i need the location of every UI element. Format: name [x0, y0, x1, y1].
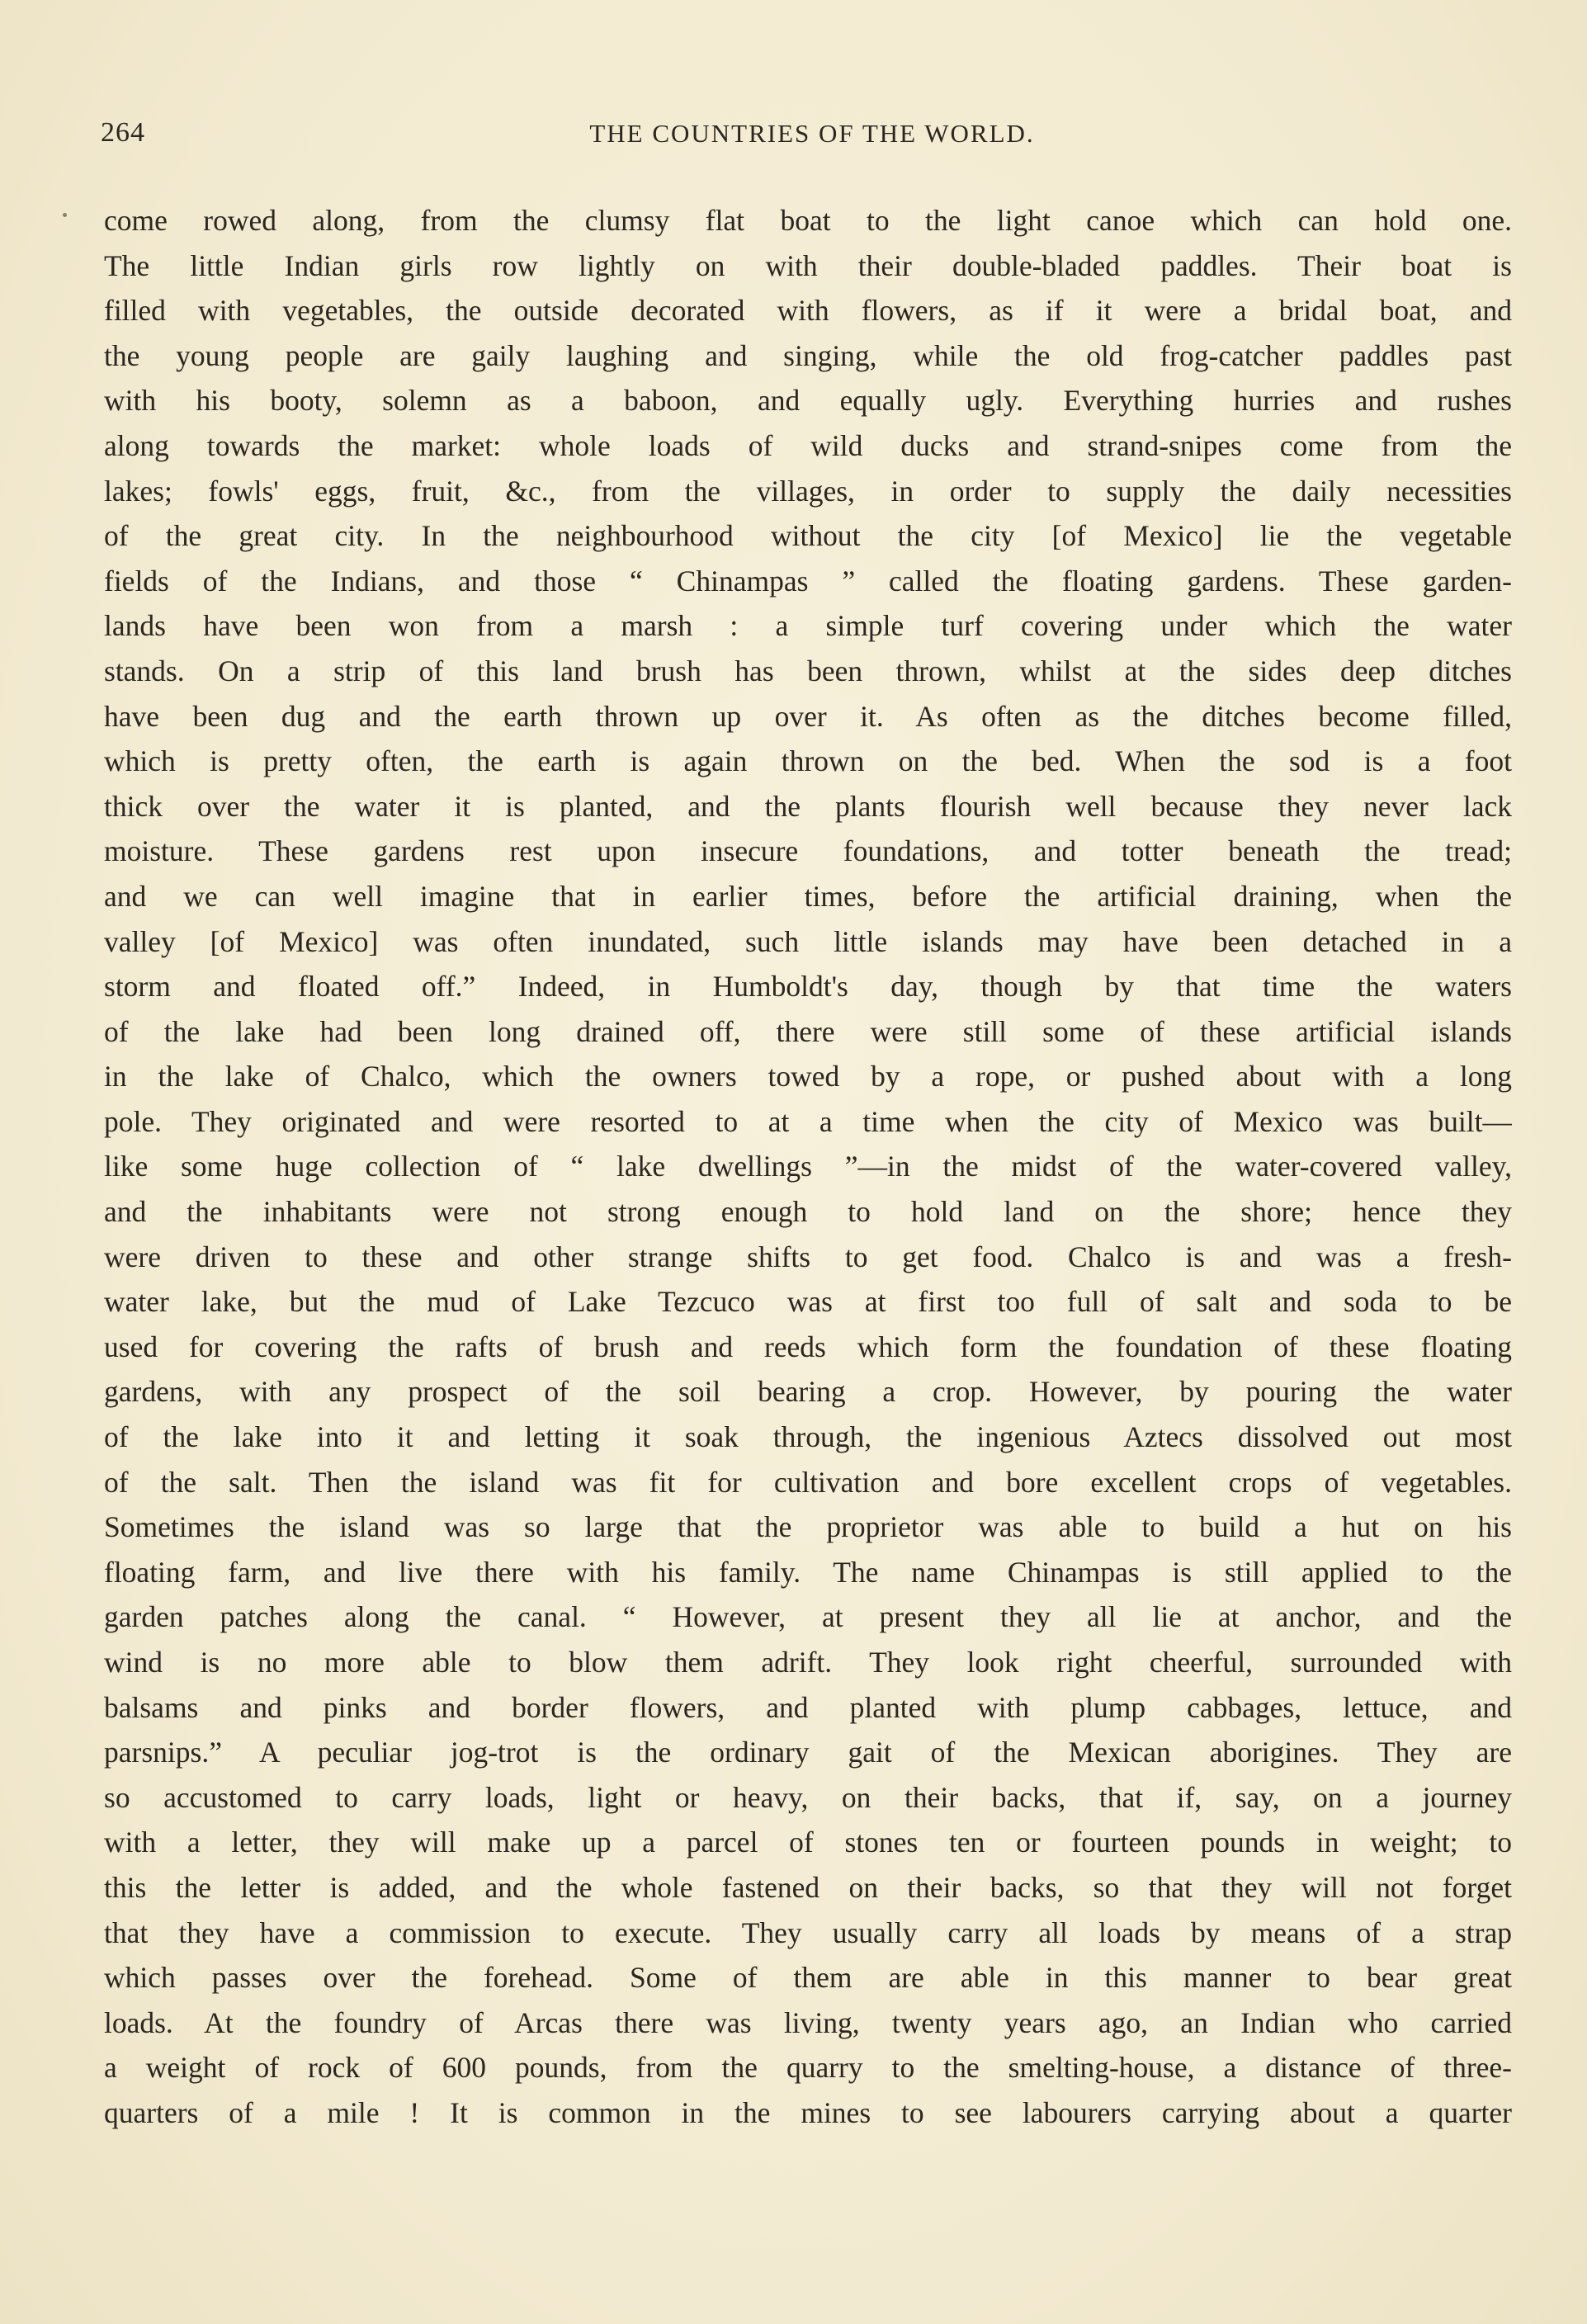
text-line: moisture. These gardens rest upon insecure foundations, and totter beneath the tread; [104, 834, 1512, 868]
text-line: filled with vegetables, the outside decorated with flowers, as if it were a bridal boat, and [104, 294, 1512, 328]
text-line: a weight of rock of 600 pounds, from the quarry to the smelting-house, a distance of three- [104, 2051, 1512, 2085]
text-line: have been dug and the earth thrown up over it. As often as the ditches become filled, [104, 699, 1512, 733]
running-head: THE COUNTRIES OF THE WORLD. [589, 119, 1035, 148]
text-line: quarters of a mile ! It is common in the mines to see labourers carrying about a quarter [104, 2095, 1512, 2129]
text-line: this the letter is added, and the whole fastened on their backs, so that they will not forget [104, 1870, 1512, 1904]
text-line: of the lake into it and letting it soak through, the ingenious Aztecs dissolved out most [104, 1420, 1512, 1454]
text-line: wind is no more able to blow them adrift. They look right cheerful, surrounded with [104, 1646, 1512, 1679]
text-line: valley [of Mexico] was often inundated, such little islands may have been detached in a [104, 924, 1512, 958]
text-line: come rowed along, from the clumsy flat boat to the light canoe which can hold one. [104, 204, 1512, 237]
text-line: loads. At the foundry of Arcas there was living, twenty years ago, an Indian who carried [104, 2005, 1512, 2039]
text-line: The little Indian girls row lightly on with their double-bladed paddles. Their boat is [104, 248, 1512, 282]
text-line: the young people are gaily laughing and singing, while the old frog-catcher paddles past [104, 338, 1512, 372]
text-line: which is pretty often, the earth is again thrown on the bed. When the sod is a foot [104, 744, 1512, 778]
text-line: used for covering the rafts of brush and reeds which form the foundation of these floating [104, 1330, 1512, 1363]
text-line: and we can well imagine that in earlier times, before the artificial draining, when the [104, 879, 1512, 913]
text-line: that they have a commission to execute. They usually carry all loads by means of a strap [104, 1915, 1512, 1949]
text-line: thick over the water it is planted, and the plants flourish well because they never lack [104, 789, 1512, 823]
text-line: Sometimes the island was so large that the proprietor was able to build a hut on his [104, 1510, 1512, 1544]
text-line: in the lake of Chalco, which the owners towed by a rope, or pushed about with a long [104, 1060, 1512, 1094]
text-line: storm and floated off.” Indeed, in Humboldt's day, though by that time the waters [104, 970, 1512, 1004]
text-line: lands have been won from a marsh : a simple turf covering under which the water [104, 609, 1512, 643]
text-line: which passes over the forehead. Some of them are able in this manner to bear great [104, 1961, 1512, 1995]
text-line: with a letter, they will make up a parcel of stones ten or fourteen pounds in weight; to [104, 1826, 1512, 1859]
text-line: stands. On a strip of this land brush has been thrown, whilst at the sides deep ditches [104, 654, 1512, 687]
text-line: water lake, but the mud of Lake Tezcuco was at first too full of salt and soda to be [104, 1285, 1512, 1319]
text-line: pole. They originated and were resorted to at a time when the city of Mexico was built— [104, 1104, 1512, 1138]
text-line: along towards the market: whole loads of wild ducks and strand-snipes come from the [104, 428, 1512, 462]
text-line: floating farm, and live there with his family. The name Chinampas is still applied to the [104, 1555, 1512, 1589]
text-line: of the lake had been long drained off, there were still some of these artificial islands [104, 1014, 1512, 1048]
body-text [104, 198, 1512, 2136]
text-line: parsnips.” A peculiar jog-trot is the ordinary gait of the Mexican aborigines. They are [104, 1736, 1512, 1769]
text-line: so accustomed to carry loads, light or heavy, on their backs, that if, say, on a journey [104, 1780, 1512, 1814]
text-line: of the salt. Then the island was fit for cultivation and bore excellent crops of vegetables. [104, 1465, 1512, 1499]
text-line: garden patches along the canal. “ However, at present they all lie at anchor, and the [104, 1600, 1512, 1634]
margin-dot [63, 213, 67, 217]
text-line: of the great city. In the neighbourhood without the city [of Mexico] lie the vegetable [104, 519, 1512, 553]
page-header [101, 117, 1523, 158]
text-line: gardens, with any prospect of the soil bearing a crop. However, by pouring the water [104, 1375, 1512, 1409]
text-line: like some huge collection of “ lake dwellings ”—in the midst of the water-covered valley, [104, 1150, 1512, 1183]
text-line: with his booty, solemn as a baboon, and equally ugly. Everything hurries and rushes [104, 384, 1512, 418]
text-line: and the inhabitants were not strong enough to hold land on the shore; hence they [104, 1195, 1512, 1229]
text-line: balsams and pinks and border flowers, and planted with plump cabbages, lettuce, and [104, 1690, 1512, 1724]
text-line: fields of the Indians, and those “ Chinampas ” called the floating gardens. These garden- [104, 564, 1512, 598]
text-line: were driven to these and other strange shifts to get food. Chalco is and was a fresh- [104, 1240, 1512, 1273]
page-number: 264 [101, 117, 145, 148]
text-line: lakes; fowls' eggs, fruit, &c., from the villages, in order to supply the daily necessities [104, 474, 1512, 508]
